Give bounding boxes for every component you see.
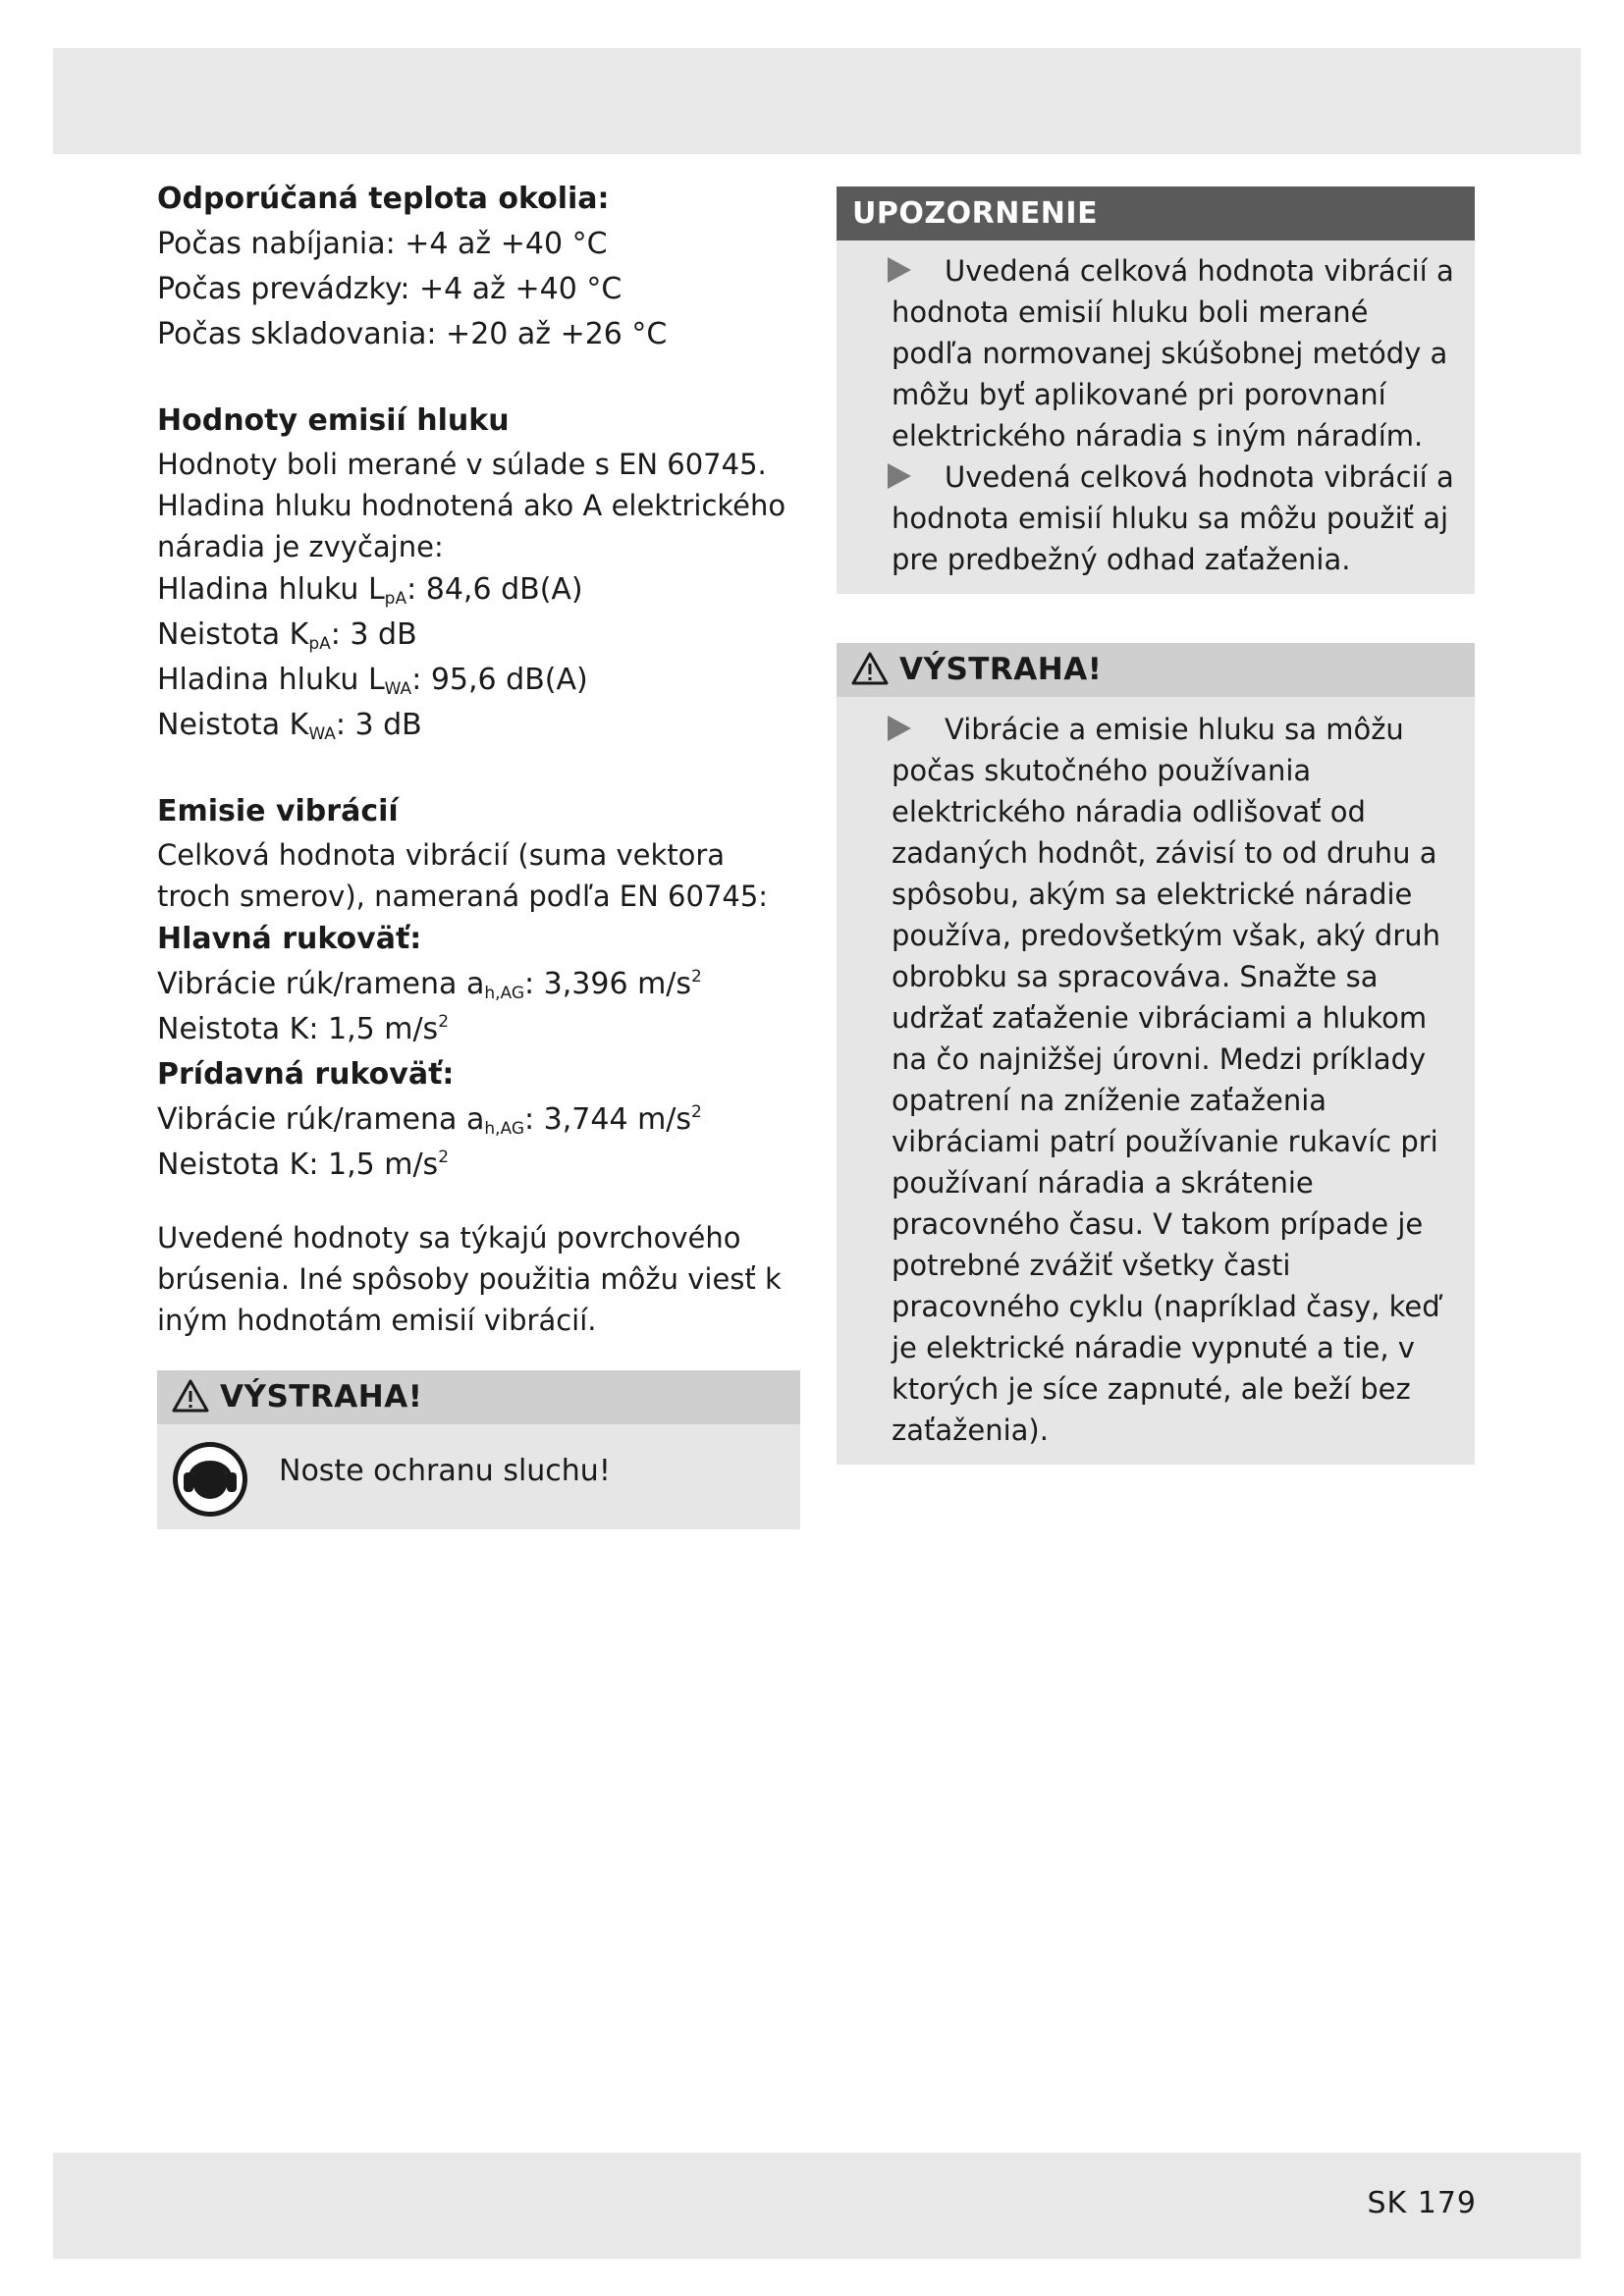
main-handle-vibration: Vibrácie rúk/ramena $a_{h,AG}$: 3,396 $m/s^2$ (157, 967, 702, 1003)
noise-lwa: Hladina hluku $L_{WA}$: 95,6 dB(A) (157, 663, 588, 699)
ambient-storage: Počas skladovania: +20 až +26 °C (157, 317, 668, 351)
bullet-arrow-icon (888, 257, 911, 283)
vibration-warning-box (837, 643, 1475, 1465)
page-number: SK 179 (1367, 2186, 1477, 2220)
notice-item: Uvedená celková hodnota vibrácií a hodnota emisií hluku sa môžu použiť aj pre predbežný odhad zaťaženia. (892, 456, 1455, 580)
noise-intro: Hodnoty boli merané v súlade s EN 60745. Hladina hluku hodnotená ako A elektrického náradia je zvyčajne: (157, 448, 786, 563)
vibration-title: Emisie vibrácií (157, 794, 399, 828)
ear-protection-icon (171, 1440, 249, 1519)
bullet-arrow-icon (888, 463, 911, 489)
vibration-warning-item: Vibrácie a emisie hluku sa môžu počas skutočného používania elektrického náradia odlišovať od zadaných hodnôt, závisí to od druhu a spôsobu, akým sa elektrické náradie používa, predovšetkým však, aký druh obrobku sa spracováva. Snažte sa udržať zaťaženie vibráciami a hlukom na čo najnižšej úrovni. Medzi príklady opatrení na zníženie zaťaženia vibráciami patrí používanie rukavíc pri používaní náradia a skrátenie pracovného času. V takom prípade je potrebné zvážiť všetky časti pracovného cyklu (napríklad časy, keď je elektrické náradie vypnuté a tie, v ktorých je síce zapnuté, ale beží bez zaťaženia). (892, 709, 1455, 1451)
header-bar (53, 48, 1581, 154)
hearing-warning-title: VÝSTRAHA! (220, 1379, 423, 1415)
notice-body (837, 240, 1475, 594)
bullet-arrow-icon (888, 716, 911, 741)
noise-title: Hodnoty emisií hluku (157, 403, 510, 438)
vibration-intro: Celková hodnota vibrácií (suma vektora troch smerov), nameraná podľa EN 60745: (157, 838, 769, 913)
left-column (157, 177, 800, 1529)
warning-triangle-icon (850, 651, 890, 686)
noise-kwa: Neistota $K_{WA}$: 3 dB (157, 708, 422, 744)
vibration-warning-title: VÝSTRAHA! (899, 652, 1103, 687)
hearing-warning-box (157, 1370, 800, 1529)
hearing-warning-text: Noste ochranu sluchu! (279, 1454, 611, 1488)
noise-kpa: Neistota $K_{pA}$: 3 dB (157, 617, 417, 654)
right-column (837, 187, 1475, 1465)
vibration-note: Uvedené hodnoty sa týkajú povrchového brúsenia. Iné spôsoby použitia môžu viesť k iným hodnotám emisií vibrácií. (157, 1221, 782, 1337)
ambient-title: Odporúčaná teplota okolia: (157, 182, 610, 216)
notice-item: Uvedená celková hodnota vibrácií a hodnota emisií hluku boli merané podľa normovanej skúšobnej metódy a môžu byť aplikované pri porovnaní elektrického náradia s iným náradím. (892, 250, 1455, 456)
notice-box (837, 187, 1475, 594)
main-handle-uncertainty: Neistota K: 1,5 $m/s^2$ (157, 1012, 450, 1046)
noise-lpa: Hladina hluku $L_{pA}$: 84,6 dB(A) (157, 572, 583, 609)
ambient-operation: Počas prevádzky: +4 až +40 °C (157, 272, 623, 306)
aux-handle-vibration: Vibrácie rúk/ramena $a_{h,AG}$: 3,744 $m/s^2$ (157, 1102, 702, 1139)
main-handle-title: Hlavná rukoväť: (157, 922, 422, 956)
notice-header: UPOZORNENIE (837, 187, 1475, 240)
hearing-warning-body (157, 1424, 800, 1529)
hearing-warning-header (157, 1370, 800, 1424)
vibration-warning-header (837, 643, 1475, 697)
ambient-charging: Počas nabíjania: +4 až +40 °C (157, 227, 608, 261)
aux-handle-title: Prídavná rukoväť: (157, 1057, 455, 1092)
warning-triangle-icon (171, 1378, 210, 1414)
vibration-warning-body (837, 697, 1475, 1465)
aux-handle-uncertainty: Neistota K: 1,5 $m/s^2$ (157, 1148, 450, 1182)
footer-bar (53, 2153, 1581, 2259)
